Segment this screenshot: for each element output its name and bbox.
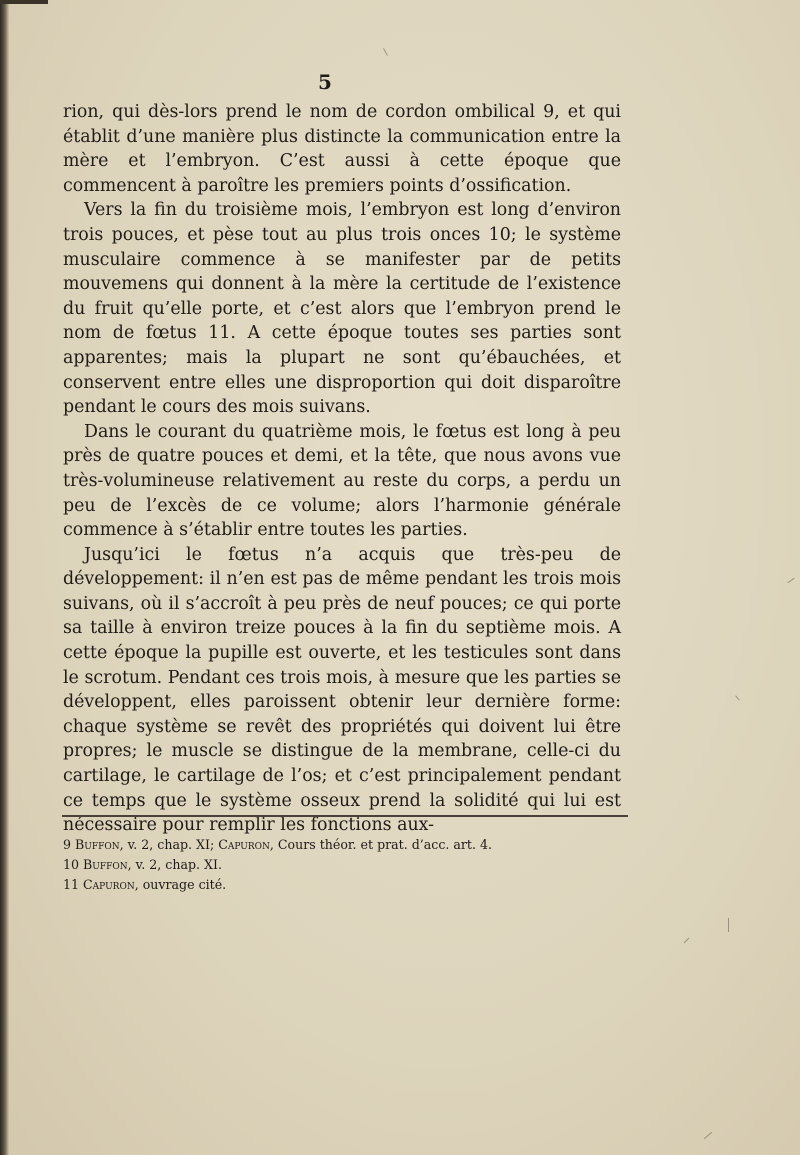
- footnote-author: Buffon: [83, 857, 128, 872]
- footnote-rule: [62, 815, 628, 817]
- paragraph-4: Jusqu’ici le fœtus n’a acquis que très-peu de développement: il n’en est pas de même pendant les trois mois suivans, où il s’accroît à peu près de neuf pouces; ce qui porte sa taille à environ treize pouces à la fin du septième mois. A cette époque la pupille est ouverte, et les testicules sont dans le scrotum. Pendant ces trois mois, à mesure que les parties se développent, elles paroissent obtenir leur dernière forme: chaque système se revêt des propriétés qui doivent lui être propres; le muscle se distingue de la membrane, celle-ci du cartilage, le cartilage de l’os; et c’est principalement pendant ce temps que le système osseux prend la solidité qui lui est nécessaire pour remplir les fonctions aux-: [63, 544, 621, 836]
- footnote-reference: , ouvrage cité.: [134, 877, 227, 892]
- body-text: [63, 100, 621, 838]
- footnote-author: Buffon: [75, 837, 120, 852]
- footnote-reference: , Cours théor. et prat. d’acc. art. 4.: [269, 837, 493, 852]
- paragraph-2: Vers la fin du troisième mois, l’embryon est long d’environ trois pouces, et pèse tout au plus trois onces 10; le système musculaire commence à se manifester par de petits mouvemens qui donnent à la mère la certitude de l’existence du fruit qu’elle porte, et c’est alors que l’embryon prend le nom de fœtus 11. A cette époque toutes ses parties sont apparentes; mais la plupart ne sont qu’ébauchées, et conservent entre elles une disproportion qui doit disparoître pendant le cours des mois suivans.: [63, 200, 621, 418]
- footnotes: [63, 835, 623, 895]
- footnote-author: Capuron: [83, 877, 135, 892]
- footnote-number: 10: [63, 857, 80, 872]
- paper-speck: [684, 938, 690, 944]
- footnote-reference: , v. 2, chap. XI;: [119, 837, 219, 852]
- paragraph-3: Dans le courant du quatrième mois, le fœtus est long à peu près de quatre pouces et demi, et la tête, que nous avons vue très-volumineuse relativement au reste du corps, a perdu un peu de l’excès de ce volume; alors l’harmonie générale commence à s’établir entre toutes les parties.: [63, 421, 621, 541]
- paper-speck: [735, 695, 740, 700]
- paragraph-1: rion, qui dès-lors prend le nom de cordon ombilical 9, et qui établit d’une manière plus distincte la communication entre la mère et l’embryon. C’est aussi à cette époque que commencent à paroître les premiers points d’ossification.: [63, 102, 621, 196]
- footnote-number: 9: [63, 837, 72, 852]
- paper-speck: [728, 918, 729, 932]
- footnote-number: 11: [63, 877, 80, 892]
- paper-speck: [383, 48, 388, 55]
- paper-speck: [787, 578, 794, 583]
- page-number: 5: [318, 70, 332, 94]
- footnote-10: [63, 855, 623, 875]
- footnote-reference: , v. 2, chap. XI.: [127, 857, 222, 872]
- footnote-9: [63, 835, 623, 855]
- footnote-11: [63, 875, 623, 895]
- binding-edge: [0, 0, 9, 1155]
- page-corner-mark: [0, 0, 48, 4]
- paper-speck: [704, 1132, 712, 1139]
- footnote-author: Capuron: [218, 837, 270, 852]
